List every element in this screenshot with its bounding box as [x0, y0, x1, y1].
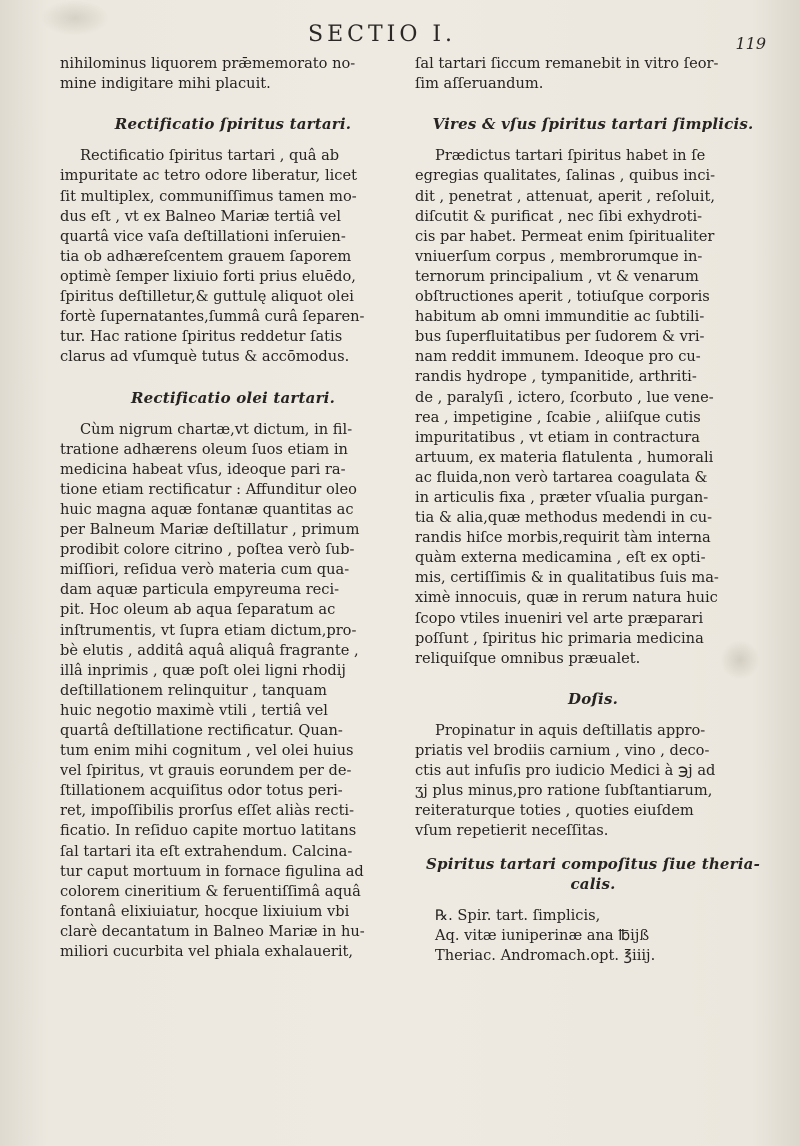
text-line: quartâ vice vaſa deſtillationi inſeruien- [60, 227, 346, 245]
text-line: priatis vel brodiis carnium , vino , deco- [415, 742, 710, 760]
text-line: bus ſuperfluitatibus per ſudorem & vri- [415, 328, 705, 346]
text-line: inſtrumentis, vt ſupra etiam dictum,pro- [60, 621, 357, 639]
text-line: reliquiſque omnibus præualet. [415, 649, 641, 667]
text-line: ſim aſſeruandum. [415, 75, 544, 93]
text-line: Theriac. Andromach.opt. ℥iiij. [435, 946, 656, 964]
text-line: mine indigitare mihi placuit. [60, 75, 271, 93]
paragraph-spacer [415, 894, 771, 906]
text-line: dit , penetrat , attenuat, aperit , reſoluit, [415, 187, 715, 205]
text-line: pit. Hoc oleum ab aqua ſeparatum ac [60, 601, 336, 619]
text-line: miliori cucurbita vel phiala exhalauerit, [60, 943, 354, 961]
text-line: tur caput mortuum in fornace figulina ad [60, 862, 364, 880]
text-line: huic negotio maximè vtili , tertiâ vel [60, 701, 328, 719]
text-line: poſſunt , ſpiritus hic primaria medicina [415, 629, 704, 647]
text-line: tratione adhærens oleum ſuos etiam in [60, 440, 348, 458]
text-line: Rectificatio ſpiritus tartari , quâ ab [80, 147, 340, 165]
paragraph-spacer [60, 94, 406, 114]
text-line: mis, certiſſimis & in qualitatibus ſuis ma- [415, 569, 719, 587]
text-line: ſit multiplex, communiſſimus tamen mo- [60, 187, 357, 205]
text-line: tum enim mihi cognitum , vel olei huius [60, 742, 354, 760]
text-line: ʒj plus minus,pro ratione ſubſtantiarum, [415, 782, 713, 800]
text-line: fortè ſupernatantes,ſummâ curâ ſeparen- [60, 308, 365, 326]
text-line: impuritate ac tetro odore liberatur, licet [60, 167, 357, 185]
text-line: ac fluida,non verò tartarea coagulata & [415, 468, 708, 486]
text-line: Cùm nigrum chartæ,vt dictum, in fil- [80, 420, 353, 438]
paragraph-spacer [415, 134, 771, 146]
text-line: ſcopo vtiles inueniri vel arte præparari [415, 609, 704, 627]
section-heading: Vires & vſus ſpiritus tartari ſimplicis. [432, 115, 754, 134]
text-line: quartâ deſtillatione rectificatur. Quan- [60, 722, 343, 739]
text-line: tione etiam rectificatur : Affunditur oleo [60, 480, 357, 498]
section-heading: Rectificatio olei tartari. [130, 388, 336, 407]
text-line: dus eſt , vt ex Balneo Mariæ tertiâ vel [60, 207, 342, 225]
text-line: Prædictus tartari ſpiritus habet in ſe [435, 147, 706, 165]
paragraph-spacer [415, 842, 771, 854]
text-line: Aq. vitæ iuniperinæ ana ℔ijß [435, 926, 650, 944]
paragraph-spacer [415, 709, 771, 721]
text-line: clarè decantatum in Balneo Mariæ in hu- [60, 922, 365, 940]
text-line: ſal tartari ſiccum remanebit in vitro ſeor- [415, 55, 719, 72]
text-line: ſpiritus deſtilletur,& guttulę aliquot olei [60, 288, 354, 306]
text-line: clarus ad vſumquè tutus & accōmodus. [60, 348, 350, 366]
text-line: randis hydrope , tympanitide, arthriti- [415, 368, 697, 386]
paragraph-spacer [60, 408, 406, 420]
section-title: SECTIO I. [308, 22, 457, 47]
section-heading: Doſis. [567, 689, 619, 708]
paragraph-spacer [415, 669, 771, 689]
text-line: tia ob adhæreſcentem grauem ſaporem [60, 247, 352, 265]
text-line: dam aquæ particula empyreuma reci- [60, 581, 340, 599]
text-line: Propinatur in aquis deſtillatis appro- [435, 722, 706, 739]
text-line: obſtructiones aperit , totiuſque corporis [415, 288, 710, 306]
text-line: in articulis fixa , præter vſualia purgan- [415, 488, 709, 506]
text-line: ternorum principalium , vt & venarum [415, 267, 699, 285]
text-line: habitum ab omni immunditie ac ſubtili- [415, 308, 705, 326]
paragraph-spacer [415, 94, 771, 114]
text-line: ℞. Spir. tart. ſimplicis, [435, 906, 601, 924]
text-line: vel ſpiritus, vt grauis eorundem per de- [60, 762, 352, 780]
page-number: 119 [735, 34, 766, 53]
section-heading: calis. [570, 874, 616, 893]
text-line: nihilominus liquorem prǣmemorato no- [60, 55, 356, 72]
paragraph-spacer [60, 134, 406, 146]
text-line: nam reddit immunem. Ideoque pro cu- [415, 348, 701, 366]
text-line: per Balneum Mariæ deſtillatur , primum [60, 521, 360, 539]
text-line: vſum repetierit neceſſitas. [415, 822, 609, 840]
paragraph-spacer [60, 367, 406, 387]
text-line: huic magna aquæ fontanæ quantitas ac [60, 500, 354, 518]
section-heading: Rectificatio ſpiritus tartari. [114, 115, 352, 134]
text-line: vniuerſum corpus , membrorumque in- [415, 247, 703, 265]
text-line: illâ inprimis , quæ poſt olei ligni rhodij [60, 661, 346, 679]
text-line: deſtillationem relinquitur , tanquam [60, 681, 327, 699]
section-heading: Spiritus tartari compoſitus ſiue theria- [425, 854, 761, 873]
text-line: ſtillationem acquiſitus odor totus peri- [60, 782, 343, 800]
left-column [60, 54, 406, 962]
text-line: ficatio. In reſiduo capite mortuo latitans [60, 822, 357, 840]
text-line: impuritatibus , vt etiam in contractura [415, 428, 700, 446]
text-line: colorem cineritium & feruentiſſimâ aquâ [60, 882, 361, 900]
text-line: cis par habet. Permeat enim ſpiritualiter [415, 227, 715, 245]
text-line: ret, impoſſibilis prorſus eſſet aliàs recti- [60, 802, 355, 820]
text-line: de , paralyſi , ictero, ſcorbuto , lue vene- [415, 388, 714, 406]
running-head [0, 14, 800, 53]
text-line: fontanâ elixiuiatur, hocque lixiuium vbi [60, 902, 350, 920]
text-line: reiteraturque toties , quoties eiuſdem [415, 802, 694, 820]
text-line: medicina habeat vſus, ideoque pari ra- [60, 460, 346, 478]
text-line: prodibit colore citrino , poſtea verò ſub- [60, 541, 355, 559]
text-line: quàm externa medicamina , eſt ex opti- [415, 549, 706, 567]
text-line: rea , impetigine , ſcabie , aliiſque cutis [415, 408, 701, 426]
text-line: bè elutis , additâ aquâ aliquâ fragrante , [60, 641, 359, 659]
text-line: ximè innocuis, quæ in rerum natura huic [415, 589, 718, 607]
right-column [415, 54, 771, 966]
text-line: artuum, ex materia flatulenta , humorali [415, 448, 714, 466]
text-line: tia & alia,quæ methodus medendi in cu- [415, 509, 713, 527]
text-line: randis hiſce morbis,requirit tàm interna [415, 529, 711, 547]
text-line: diſcutit & purificat , nec ſibi exhydroti- [415, 207, 703, 225]
text-line: miſſiori, reſidua verò materia cum qua- [60, 561, 350, 579]
text-line: tur. Hac ratione ſpiritus reddetur ſatis [60, 328, 343, 346]
text-line: optimè ſemper lixiuio forti prius eluēdo, [60, 267, 356, 285]
text-line: ctis aut infuſis pro iudicio Medici à ℈j ad [415, 762, 716, 780]
text-line: egregias qualitates, ſalinas , quibus inci- [415, 167, 716, 185]
text-line: ſal tartari ita eſt extrahendum. Calcina- [60, 842, 353, 860]
